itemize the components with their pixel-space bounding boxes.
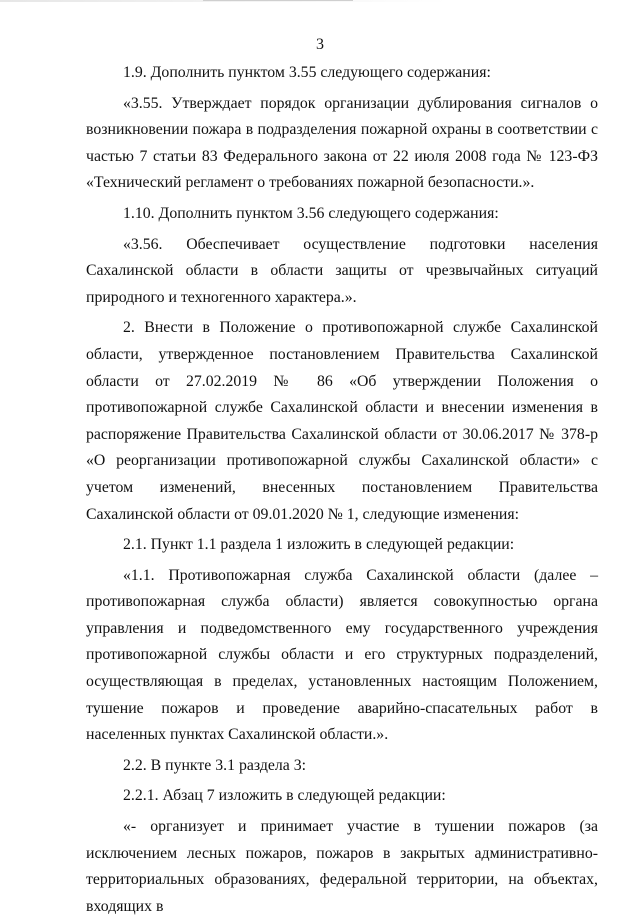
page-number: 3 xyxy=(316,36,324,53)
paragraph-1-10: 1.10. Дополнить пунктом 3.56 следующего содержания: xyxy=(123,204,499,222)
document-body xyxy=(86,60,598,920)
paragraph-abzac-7-text: «- организует и принимает участие в тушении пожаров (за исключением лесных пожаров, пожаров в закрытых административно-территориальных образованиях, федеральной территории, на объектах, входящих в xyxy=(86,818,598,915)
paragraph-2-1: 2.1. Пункт 1.1 раздела 1 изложить в следующей редакции: xyxy=(123,536,515,554)
paragraph-1-9: 1.9. Дополнить пунктом 3.55 следующего содержания: xyxy=(123,64,491,81)
paragraph-2-2: 2.2. В пункте 3.1 раздела 3: xyxy=(123,756,307,774)
scan-mark xyxy=(203,0,353,1)
paragraph-1-1-text: «1.1. Противопожарная служба Сахалинской области (далее – противопожарная служба области) является совокупностью органа управления и подведомственного ему государственного учреждения противопожарной службы области и его структурных подразделений, осуществляющая в пределах, установленных настоящим Положением, тушение пожаров и проведение аварийно-спасательных работ в населенных пунктах Сахалинской области.». xyxy=(86,566,598,744)
paragraph-3-56-text: «3.56. Обеспечивает осуществление подготовки населения Сахалинской области в области защиты от чрезвычайных ситуаций природного и техногенного характера.». xyxy=(86,235,598,306)
paragraph-2: 2. Внести в Положение о противопожарной службе Сахалинской области, утвержденное постановлением Правительства Сахалинской области от 27.02.2019 № 86 «Об утверждении Положения о противопожарной службе Сахалинской области и внесении изменения в распоряжение Правительства Сахалинской области от 30.06.2017 № 378-р «О реорганизации противопожарной службы Сахалинской области» с учетом изменений, внесенных постановлением Правительства Сахалинской области от 09.01.2020 № 1, следующие изменения: xyxy=(86,319,598,523)
paragraph-3-55-text: «3.55. Утверждает порядок организации дублирования сигналов о возникновении пожара в подразделения пожарной охраны в соответствии с частью 7 статьи 83 Федерального закона от 22 июля 2008 года № 123-ФЗ «Технический регламент о требованиях пожарной безопасности.». xyxy=(86,94,598,192)
paragraph-2-2-1: 2.2.1. Абзац 7 изложить в следующей редакции: xyxy=(123,787,446,805)
